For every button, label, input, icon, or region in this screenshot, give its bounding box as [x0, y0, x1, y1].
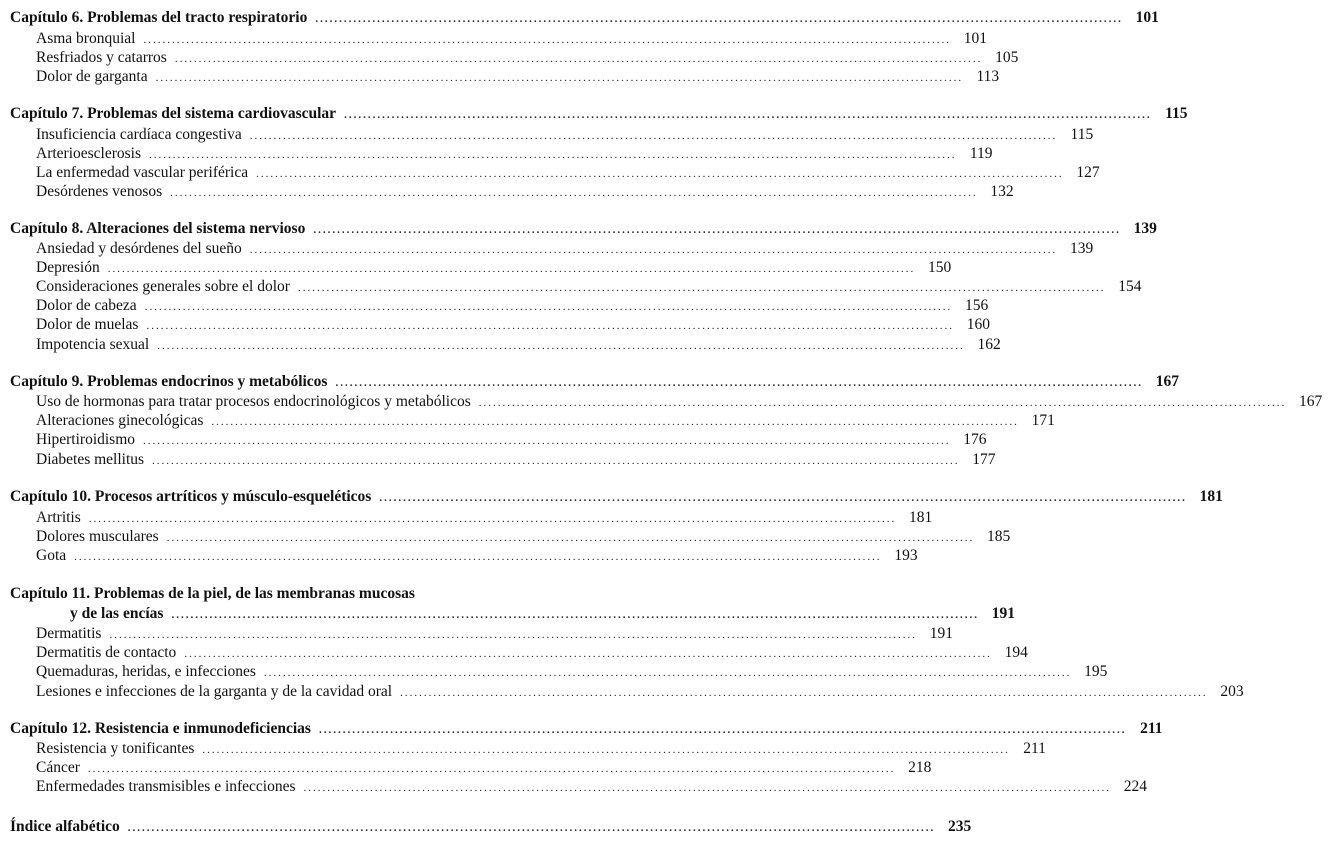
chapter-8-heading[interactable] [0, 220, 1157, 240]
entry-page: 193 [894, 547, 918, 564]
toc-entry[interactable] [0, 778, 1148, 798]
entry-page: 185 [986, 528, 1011, 545]
dot-leader [184, 648, 992, 660]
entry-page: 113 [976, 68, 1000, 85]
entry-page: 127 [1076, 164, 1100, 181]
entry-page: 162 [977, 336, 1001, 353]
dot-leader [479, 397, 1287, 409]
dot-leader [313, 224, 1121, 236]
entry-page: 224 [1123, 778, 1148, 795]
entry-page: 177 [972, 451, 996, 468]
chapter-title: Capítulo 10. Procesos artríticos y músculo-esqueléticos [10, 488, 372, 505]
dot-leader [256, 168, 1064, 180]
entry-page: 139 [1070, 240, 1094, 257]
toc-entry[interactable] [0, 297, 989, 317]
chapter-title: Capítulo 7. Problemas del sistema cardiovascular [10, 105, 337, 122]
dot-leader [250, 130, 1058, 142]
dot-leader [149, 149, 957, 161]
chapter-11-heading-cont[interactable] [0, 605, 1015, 625]
dot-leader [89, 513, 897, 525]
entry-page: 150 [927, 259, 952, 276]
entry-page: 119 [969, 145, 993, 162]
chapter-title: Capítulo 8. Alteraciones del sistema nervioso [10, 220, 306, 237]
dot-leader [74, 551, 882, 563]
toc-entry[interactable] [0, 740, 1046, 760]
entry-page: 195 [1084, 663, 1108, 680]
entry-label: Gota [36, 547, 67, 564]
entry-page: 218 [908, 759, 932, 776]
toc-entry[interactable] [0, 759, 932, 779]
toc-entry[interactable] [0, 259, 952, 279]
dot-leader [167, 532, 975, 544]
toc-entry[interactable] [0, 336, 1001, 356]
chapter-6-heading[interactable] [0, 9, 1159, 29]
entry-page: 156 [964, 297, 989, 314]
toc-entry[interactable] [0, 30, 987, 50]
toc-entry[interactable] [0, 49, 1019, 69]
dot-leader [128, 822, 936, 834]
entry-page: 171 [1031, 412, 1055, 429]
dot-leader [157, 340, 965, 352]
index-page: 235 [948, 818, 972, 835]
entry-page: 167 [1298, 393, 1323, 410]
entry-label: Insuficiencia cardíaca congestiva [36, 126, 242, 143]
entry-page: 176 [963, 431, 987, 448]
dot-leader [143, 34, 951, 46]
dot-leader [379, 492, 1187, 504]
entry-page: 211 [1023, 740, 1046, 757]
entry-page: 181 [909, 509, 933, 526]
chapter-title: Capítulo 11. Problemas de la piel, de las membranas mucosas [10, 585, 415, 602]
entry-label: Uso de hormonas para tratar procesos endocrinológicos y metabólicos [36, 393, 471, 410]
toc-entry[interactable] [0, 393, 1323, 413]
entry-page: 132 [990, 183, 1014, 200]
entry-label: Alteraciones ginecológicas [36, 412, 204, 429]
dot-leader [175, 53, 983, 65]
entry-label: Dolor de muelas [36, 316, 139, 333]
chapter-title: Capítulo 6. Problemas del tracto respiratorio [10, 9, 308, 26]
chapter-page: 181 [1199, 488, 1223, 505]
entry-label: Quemaduras, heridas, e infecciones [36, 663, 256, 680]
chapter-page: 115 [1165, 105, 1188, 122]
dot-leader [264, 667, 1072, 679]
dot-leader [156, 72, 964, 84]
entry-page: 160 [966, 316, 990, 333]
dot-leader [344, 109, 1152, 121]
index-heading[interactable] [0, 818, 972, 838]
chapter-page: 191 [991, 605, 1015, 622]
toc-entry[interactable] [0, 164, 1100, 184]
chapter-11-heading[interactable] [0, 585, 610, 605]
chapter-7-heading[interactable] [0, 105, 1188, 125]
toc-entry[interactable] [0, 663, 1108, 683]
chapter-page: 211 [1140, 720, 1163, 737]
entry-label: Impotencia sexual [36, 336, 150, 353]
entry-label: Cáncer [36, 759, 80, 776]
entry-page: 203 [1220, 683, 1244, 700]
chapter-title: Capítulo 12. Resistencia e inmunodeficiencias [10, 720, 311, 737]
chapter-page: 139 [1133, 220, 1157, 237]
entry-label: Depresión [36, 259, 100, 276]
toc-entry[interactable] [0, 240, 1094, 260]
toc-entry[interactable] [0, 278, 1142, 298]
toc-entry[interactable] [0, 625, 953, 645]
dot-leader [108, 263, 916, 275]
toc-entry[interactable] [0, 509, 933, 529]
dot-leader [319, 724, 1127, 736]
dot-leader [152, 455, 960, 467]
entry-page: 115 [1070, 126, 1094, 143]
toc-entry[interactable] [0, 68, 1000, 88]
dot-leader [250, 244, 1058, 256]
entry-label: Diabetes mellitus [36, 451, 145, 468]
entry-label: Consideraciones generales sobre el dolor [36, 278, 290, 295]
toc-entry[interactable] [0, 412, 1055, 432]
entry-label: Artritis [36, 509, 81, 526]
entry-label: Dermatitis de contacto [36, 644, 177, 661]
dot-leader [202, 744, 1010, 756]
toc-entry[interactable] [0, 547, 918, 567]
dot-leader [400, 687, 1208, 699]
entry-label: Asma bronquial [36, 30, 136, 47]
entry-label: Dermatitis [36, 625, 102, 642]
entry-label: Hipertiroidismo [36, 431, 136, 448]
entry-label: Desórdenes venosos [36, 183, 163, 200]
dot-leader [109, 629, 917, 641]
entry-label: La enfermedad vascular periférica [36, 164, 249, 181]
entry-label: Enfermedades transmisibles e infecciones [36, 778, 296, 795]
dot-leader [143, 435, 951, 447]
dot-leader [211, 416, 1019, 428]
entry-label: Lesiones e infecciones de la garganta y de la cavidad oral [36, 683, 393, 700]
dot-leader [146, 320, 954, 332]
chapter-12-heading[interactable] [0, 720, 1163, 740]
entry-label: Ansiedad y desórdenes del sueño [36, 240, 242, 257]
entry-page: 191 [929, 625, 953, 642]
toc-entry[interactable] [0, 316, 990, 336]
entry-label: Dolor de cabeza [36, 297, 137, 314]
dot-leader [170, 187, 978, 199]
entry-label: Dolor de garganta [36, 68, 148, 85]
chapter-title-cont: y de las encías [70, 605, 164, 622]
dot-leader [304, 782, 1112, 794]
dot-leader [145, 301, 953, 313]
entry-page: 194 [1004, 644, 1028, 661]
index-title: Índice alfabético [10, 818, 120, 835]
toc-entry[interactable] [0, 145, 993, 165]
entry-page: 105 [995, 49, 1019, 66]
toc-entry[interactable] [0, 683, 1244, 703]
entry-page: 101 [963, 30, 987, 47]
chapter-9-heading[interactable] [0, 373, 1179, 393]
toc-entry[interactable] [0, 183, 1014, 203]
chapter-10-heading[interactable] [0, 488, 1223, 508]
chapter-title: Capítulo 9. Problemas endocrinos y metabólicos [10, 373, 328, 390]
toc-entry[interactable] [0, 431, 987, 451]
entry-label: Resfriados y catarros [36, 49, 167, 66]
dot-leader [88, 763, 896, 775]
dot-leader [298, 282, 1106, 294]
toc-entry[interactable] [0, 126, 1094, 146]
entry-label: Arterioesclerosis [36, 145, 142, 162]
entry-label: Resistencia y tonificantes [36, 740, 195, 757]
toc-entry[interactable] [0, 451, 996, 471]
dot-leader [315, 13, 1123, 25]
entry-label: Dolores musculares [36, 528, 159, 545]
toc-entry[interactable] [0, 528, 1011, 548]
chapter-page: 101 [1135, 9, 1159, 26]
dot-leader [335, 377, 1143, 389]
chapter-page: 167 [1155, 373, 1179, 390]
entry-page: 154 [1118, 278, 1142, 295]
dot-leader [171, 609, 979, 621]
toc-entry[interactable] [0, 644, 1028, 664]
